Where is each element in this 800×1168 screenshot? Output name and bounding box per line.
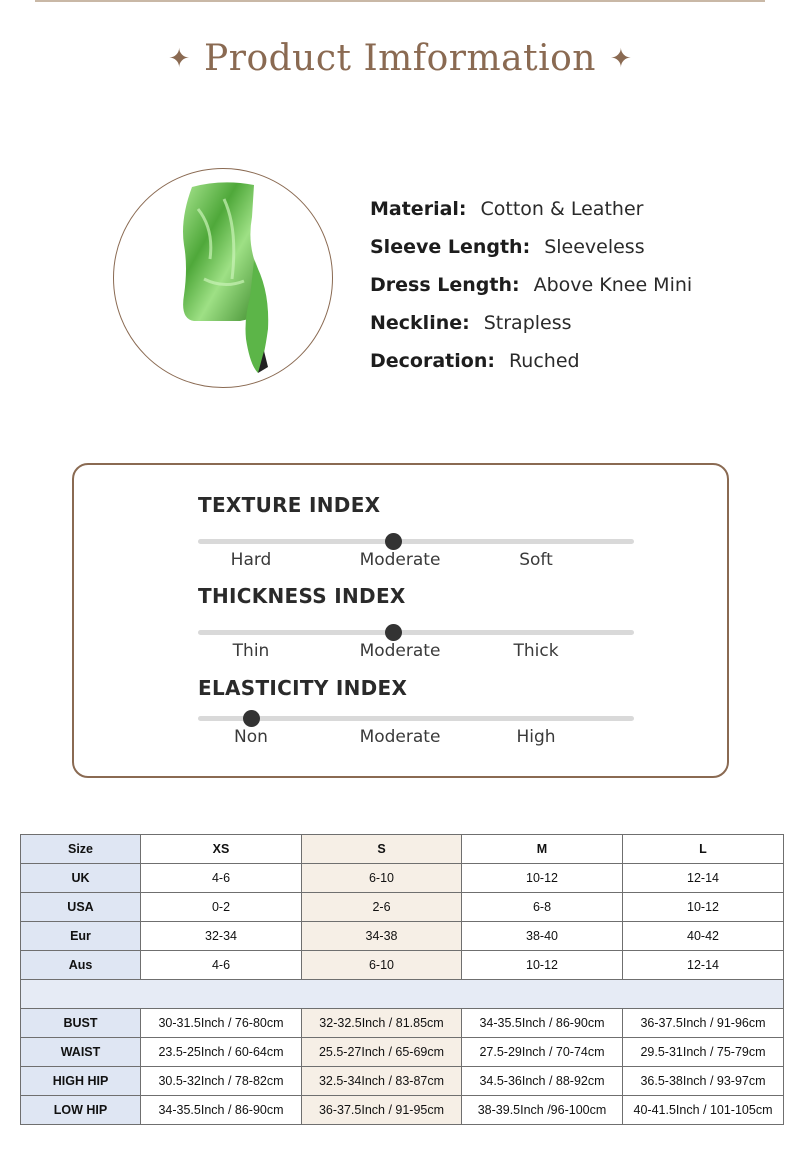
thickness-index: THICKNESS INDEX Thin Moderate Thick (198, 584, 634, 608)
thickness-knob (385, 624, 402, 641)
tick-label: Thick (513, 641, 559, 661)
tick-label: Soft (519, 550, 553, 570)
texture-track (198, 539, 634, 544)
table-row: USA 0-2 2-6 6-8 10-12 (21, 893, 784, 922)
tick-label: Moderate (359, 550, 441, 570)
spec-row-dress-length: Dress Length: Above Knee Mini (370, 274, 693, 296)
table-row: BUST 30-31.5Inch / 76-80cm 32-32.5Inch / 81.85cm 34-35.5Inch / 86-90cm 36-37.5Inch / 91-96cm (21, 1009, 784, 1038)
spec-row-material: Material: Cotton & Leather (370, 198, 644, 220)
tick-label: Hard (230, 550, 272, 570)
elasticity-track (198, 716, 634, 721)
table-row: Eur 32-34 34-38 38-40 40-42 (21, 922, 784, 951)
table-row: LOW HIP 34-35.5Inch / 86-90cm 36-37.5Inch / 91-95cm 38-39.5Inch /96-100cm 40-41.5Inch / 101-105cm (21, 1096, 784, 1125)
elasticity-index: ELASTICITY INDEX Non Moderate High (198, 676, 634, 700)
texture-knob (385, 533, 402, 550)
table-row: WAIST 23.5-25Inch / 60-64cm 25.5-27Inch / 65-69cm 27.5-29Inch / 70-74cm 29.5-31Inch / 75-79cm (21, 1038, 784, 1067)
table-spacer-row (21, 980, 784, 1009)
fabric-index-panel (72, 463, 729, 778)
tick-label: High (516, 727, 556, 747)
table-row: Aus 4-6 6-10 10-12 12-14 (21, 951, 784, 980)
spec-row-sleeve-length: Sleeve Length: Sleeveless (370, 236, 645, 258)
spec-row-decoration: Decoration: Ruched (370, 350, 580, 372)
tick-label: Moderate (359, 727, 441, 747)
product-image (113, 168, 333, 388)
thickness-track (198, 630, 634, 635)
dress-icon (114, 169, 333, 388)
tick-label: Thin (232, 641, 270, 661)
table-row: HIGH HIP 30.5-32Inch / 78-82cm 32.5-34Inch / 83-87cm 34.5-36Inch / 88-92cm 36.5-38Inch / 93-97cm (21, 1067, 784, 1096)
table-row: UK 4-6 6-10 10-12 12-14 (21, 864, 784, 893)
section-header (0, 38, 800, 79)
star-right-icon: ✦ (609, 43, 632, 74)
texture-index: TEXTURE INDEX Hard Moderate Soft (198, 493, 634, 517)
top-divider (35, 0, 765, 2)
table-header-row: Size XS S M L (21, 835, 784, 864)
spec-row-neckline: Neckline: Strapless (370, 312, 572, 334)
spec-list (370, 190, 692, 380)
size-chart (20, 834, 784, 1125)
elasticity-knob (243, 710, 260, 727)
tick-label: Moderate (359, 641, 441, 661)
page-title: Product Imformation (204, 38, 596, 79)
star-left-icon: ✦ (168, 43, 191, 74)
tick-label: Non (234, 727, 268, 747)
